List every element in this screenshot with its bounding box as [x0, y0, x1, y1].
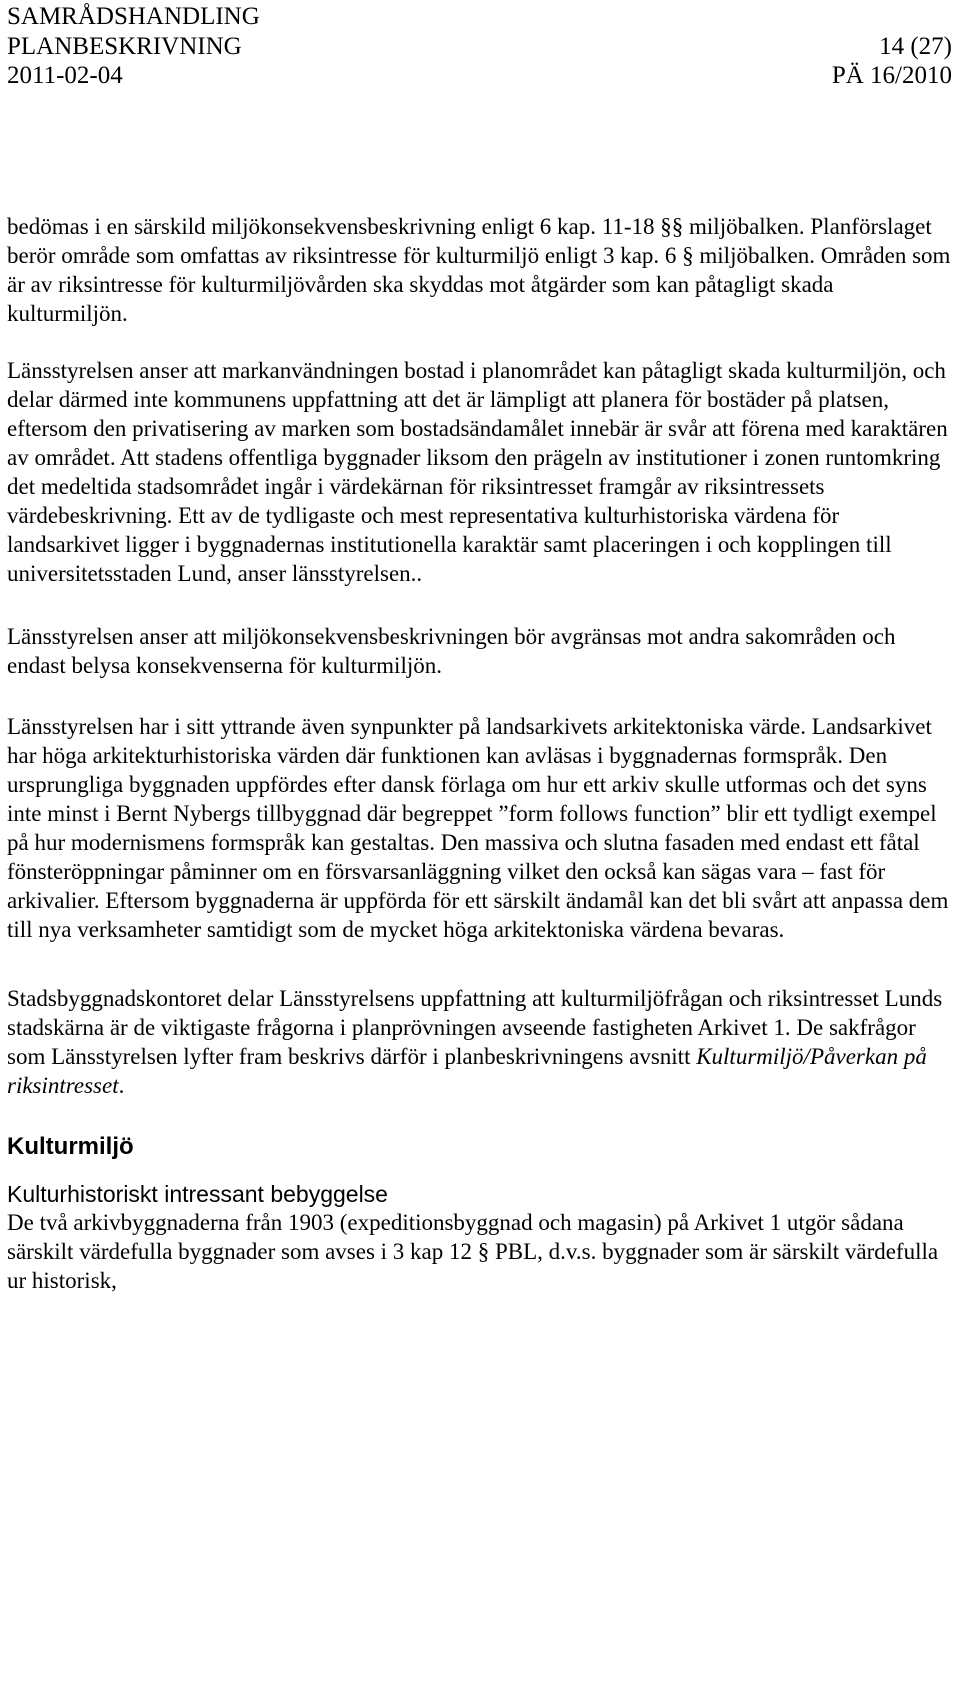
section-subheading: Kulturhistoriskt intressant bebyggelse	[7, 1181, 388, 1207]
header-row-2	[7, 32, 952, 62]
paragraph-5-end: .	[118, 1073, 125, 1098]
paragraph-5	[7, 984, 952, 1100]
paragraph-1: bedömas i en särskild miljökonsekvensbeskrivning enligt 6 kap. 11-18 §§ miljöbalken. Planförslaget berör område som omfattas av riksintresse för kulturmiljö enligt 3 kap. 6 § miljöbalken. Områden som är av riksintresse för kulturmiljövården ska skyddas mot åtgärder som kan påtagligt skada kulturmiljön.	[7, 214, 951, 326]
paragraph-3: Länsstyrelsen anser att miljökonsekvensbeskrivningen bör avgränsas mot andra sakområden och endast belysa konsekvenserna för kulturmiljön.	[7, 624, 896, 678]
paragraph-6: De två arkivbyggnaderna från 1903 (expeditionsbyggnad och magasin) på Arkivet 1 utgör sådana särskilt värdefulla byggnader som avses i 3 kap 12 § PBL, d.v.s. byggnader som är särskilt värdefulla ur historisk,	[7, 1210, 939, 1293]
section-heading: Kulturmiljö	[7, 1133, 134, 1160]
paragraph-4: Länsstyrelsen har i sitt yttrande även synpunkter på landsarkivets arkitektoniska värde. Landsarkivet har höga arkitekturhistoriska värden där funktionen kan avläsas i byggnadernas formspråk. Den ursprungliga byggnaden uppfördes efter dansk förlaga om hur ett arkiv skulle utformas och det syns inte minst i Bernt Nybergs tillbyggnad där begreppet ”form follows function” blir ett tydligt exempel på hur modernismens formspråk kan gestaltas. Den massiva och slutna fasaden med endast ett fåtal fönsteröppningar påminner om en försvarsanläggning vilket den också kan sägas vara – fast för arkivalier. Eftersom byggnaderna är uppförda för ett särskilt ändamål kan det bli svårt att anpassa dem till nya verksamheter samtidigt som de mycket höga arkitektoniska värdena bevaras.	[7, 714, 949, 942]
header-row-1	[7, 2, 952, 32]
page-number: 14 (27)	[879, 32, 952, 60]
document-type: SAMRÅDSHANDLING	[7, 3, 260, 30]
document-reference: PÄ 16/2010	[831, 62, 952, 89]
document-title: PLANBESKRIVNING	[7, 32, 242, 60]
page-header	[7, 2, 952, 91]
document-date: 2011-02-04	[7, 62, 123, 89]
document-body	[7, 212, 952, 1295]
paragraph-2: Länsstyrelsen anser att markanvändningen bostad i planområdet kan påtagligt skada kulturmiljön, och delar därmed inte kommunens uppfattning att det är lämpligt att planera för bostäder på platsen, eftersom den privatisering av marken som bostadsändamålet innebär är svår att förena med karaktären av området. Att stadens offentliga byggnader liksom den prägeln av institutioner i zonen runtomkring det medeltida stadsområdet ingår i värdekärnan för riksintresset framgår av riksintressets värdebeskrivning. Ett av de tydligaste och mest representativa kulturhistoriska värdena för landsarkivet ligger i byggnadernas institutionella karaktär samt placeringen i och kopplingen till universitetsstaden Lund, anser länsstyrelsen..	[7, 358, 948, 586]
paragraph-5-text: Stadsbyggnadskontoret delar Länsstyrelsens uppfattning att kulturmiljöfrågan och riksintresset Lunds stadskärna är de viktigaste frågorna i planprövningen avseende fastigheten Arkivet 1. De sakfrågor som Länsstyrelsen lyfter fram beskrivs därför i planbeskrivningens avsnitt	[7, 986, 943, 1069]
header-row-3	[7, 61, 952, 91]
section-reference: Kulturmiljö/Påverkan på riksintresset	[7, 1044, 927, 1098]
